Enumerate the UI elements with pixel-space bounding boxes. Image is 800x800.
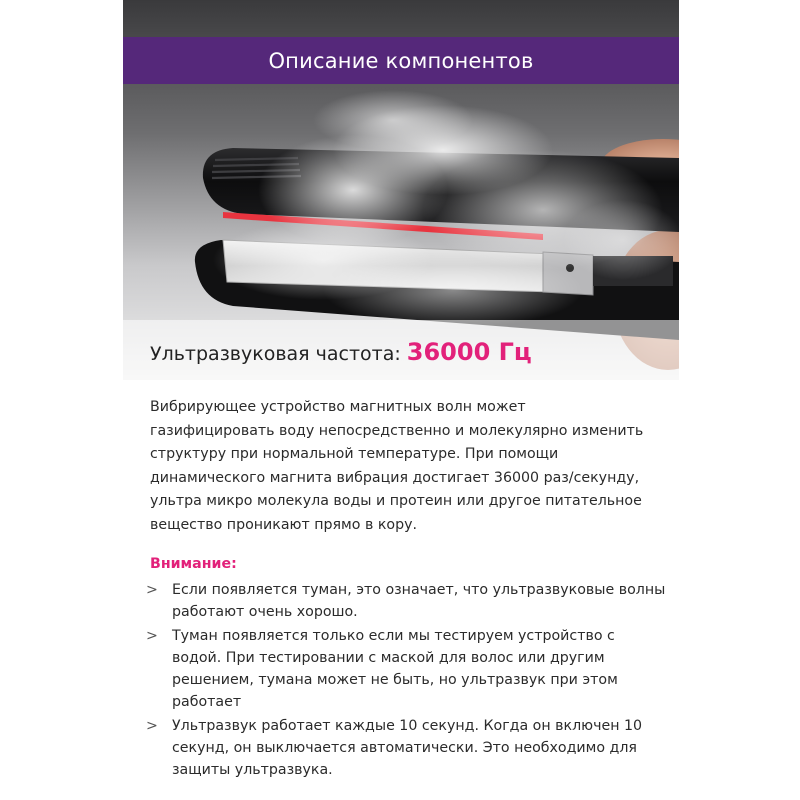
frequency-caption (150, 338, 532, 366)
attention-heading: Внимание: (150, 556, 237, 572)
list-item (146, 625, 666, 714)
chevron-right-icon: > (146, 582, 158, 598)
chevron-right-icon: > (146, 627, 158, 644)
chevron-right-icon: > (146, 717, 158, 734)
list-item-text: Туман появляется только если мы тестируем устройство с водой. При тестировании с маской для волос или другим решением, тумана может не быть, но ультразвук при этом работает (172, 627, 618, 711)
frequency-label: Ультразвуковая частота: (150, 343, 401, 365)
title-banner (123, 37, 679, 84)
list-item-text: Если появляется туман, это означает, что ультразвуковые волны работают очень хорошо. (172, 582, 666, 621)
frequency-value: 36000 Гц (406, 338, 532, 366)
list-item-text: Ультразвук работает каждые 10 секунд. Когда он включен 10 секунд, он выключается автоматически. Это необходимо для защиты ультразвука. (172, 717, 643, 779)
page-title: Описание компонентов (268, 48, 534, 73)
list-item (146, 579, 666, 624)
attention-list (146, 579, 666, 783)
description-paragraph: Вибрирующее устройство магнитных волн может газифицировать воду непосредственно и молекулярно изменить структуру при нормальной температуре. При помощи динамического магнита вибрация достигает 36000 раз/секунду, ультра микро молекула воды и протеин или другое питательное вещество проникают прямо в кору. (150, 399, 644, 533)
list-item (146, 715, 666, 782)
